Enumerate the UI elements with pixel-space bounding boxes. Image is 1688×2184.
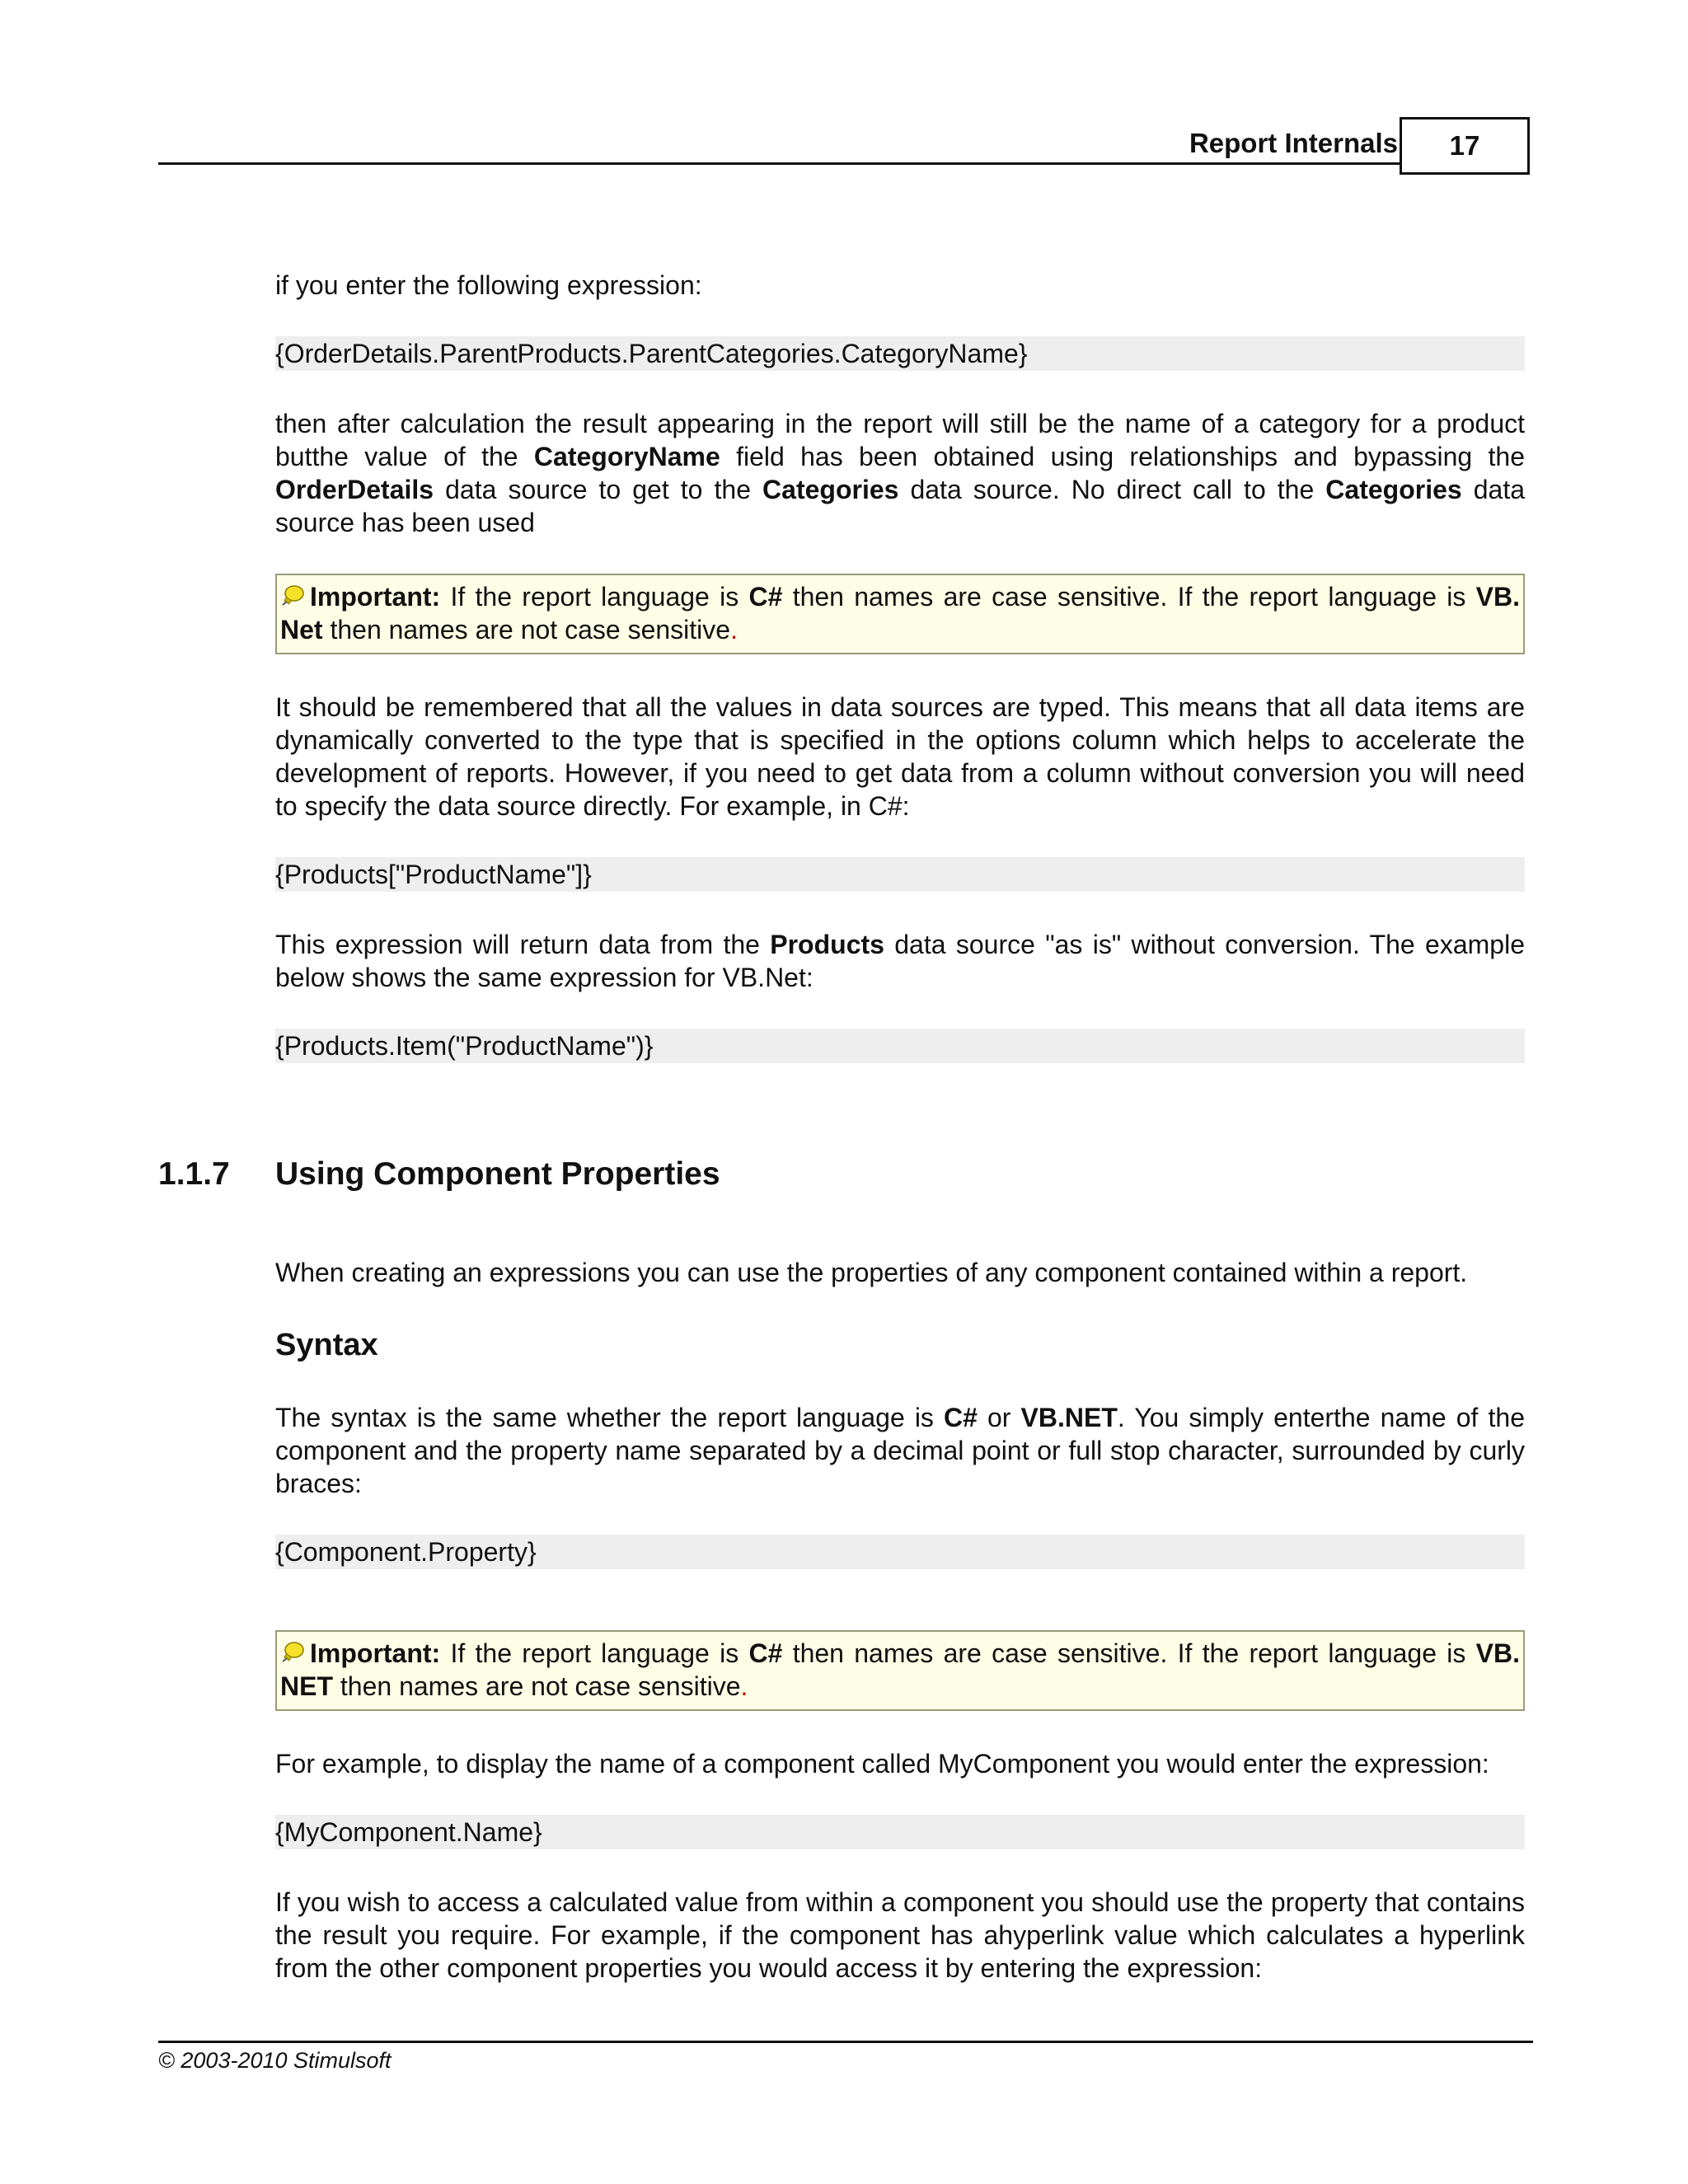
code-block-category-name: {OrderDetails.ParentProducts.ParentCategories.CategoryName}	[275, 336, 1525, 371]
code-block-products-vbnet: {Products.Item("ProductName")}	[275, 1029, 1525, 1063]
page-number-box: 17	[1400, 117, 1530, 175]
paragraph-component-properties: When creating an expressions you can use the properties of any component contained within a report.	[275, 1258, 1468, 1287]
section-number: 1.1.7	[158, 1156, 230, 1192]
important-label: Important:	[310, 1638, 441, 1668]
paragraph-typed-values: It should be remembered that all the values in data sources are typed. This means that all data items are dynamically converted to the type that is specified in the options column which helps to accelerate the development of reports. However, if you need to get data from a column without conversion you will need to specify the data source directly. For example, in C#:	[275, 692, 1525, 821]
paragraph-relationships: then after calculation the result appearing in the report will still be the name of a category for a product butthe value of the CategoryName field has been obtained using relationships and bypassing the OrderDetails data source to get to the Categories data source. No direct call to the Categories data source has been used	[275, 409, 1526, 537]
code-block-component-property: {Component.Property}	[275, 1535, 1525, 1569]
paragraph-calculated-value: If you wish to access a calculated value from within a component you should use the property that contains the result you require. For example, if the component has ahyperlink value which calculates a hyperlink from the other component properties you would access it by entering the expression:	[275, 1887, 1525, 1983]
lightbulb-icon	[280, 584, 305, 607]
paragraph-syntax: The syntax is the same whether the report language is C# or VB.NET. You simply enterthe name of the component and the property name separated by a decimal point or full stop character, surrounded by curly braces:	[275, 1403, 1526, 1498]
intro-text: if you enter the following expression:	[275, 270, 702, 300]
content-block-1	[275, 269, 1525, 1063]
section-title: Using Component Properties	[275, 1156, 720, 1192]
code-block-mycomponent-name: {MyComponent.Name}	[275, 1815, 1525, 1849]
section-heading	[158, 1154, 720, 1195]
important-note-2: Important: If the report language is C# then names are case sensitive. If the report language is VB. NET then names are not case sensitive.	[275, 1630, 1525, 1711]
footer-rule	[158, 2041, 1533, 2043]
footer-copyright: © 2003-2010 Stimulsoft	[158, 2048, 392, 2073]
header-rule	[158, 162, 1400, 165]
important-label: Important:	[310, 582, 441, 612]
syntax-heading: Syntax	[275, 1328, 378, 1362]
important-note-1: Important: If the report language is C# then names are case sensitive. If the report language is VB. Net then names are not case sensitive.	[275, 574, 1525, 654]
page-header-title: Report Internals	[1189, 128, 1398, 158]
lightbulb-icon	[280, 1641, 305, 1664]
paragraph-mycomponent: For example, to display the name of a component called MyComponent you would enter the expression:	[275, 1749, 1489, 1779]
content-block-2	[275, 1256, 1525, 1985]
paragraph-as-is: This expression will return data from the Products data source "as is" without conversion. The example below shows the same expression for VB.Net:	[275, 930, 1526, 992]
code-block-products-csharp: {Products["ProductName"]}	[275, 857, 1525, 892]
